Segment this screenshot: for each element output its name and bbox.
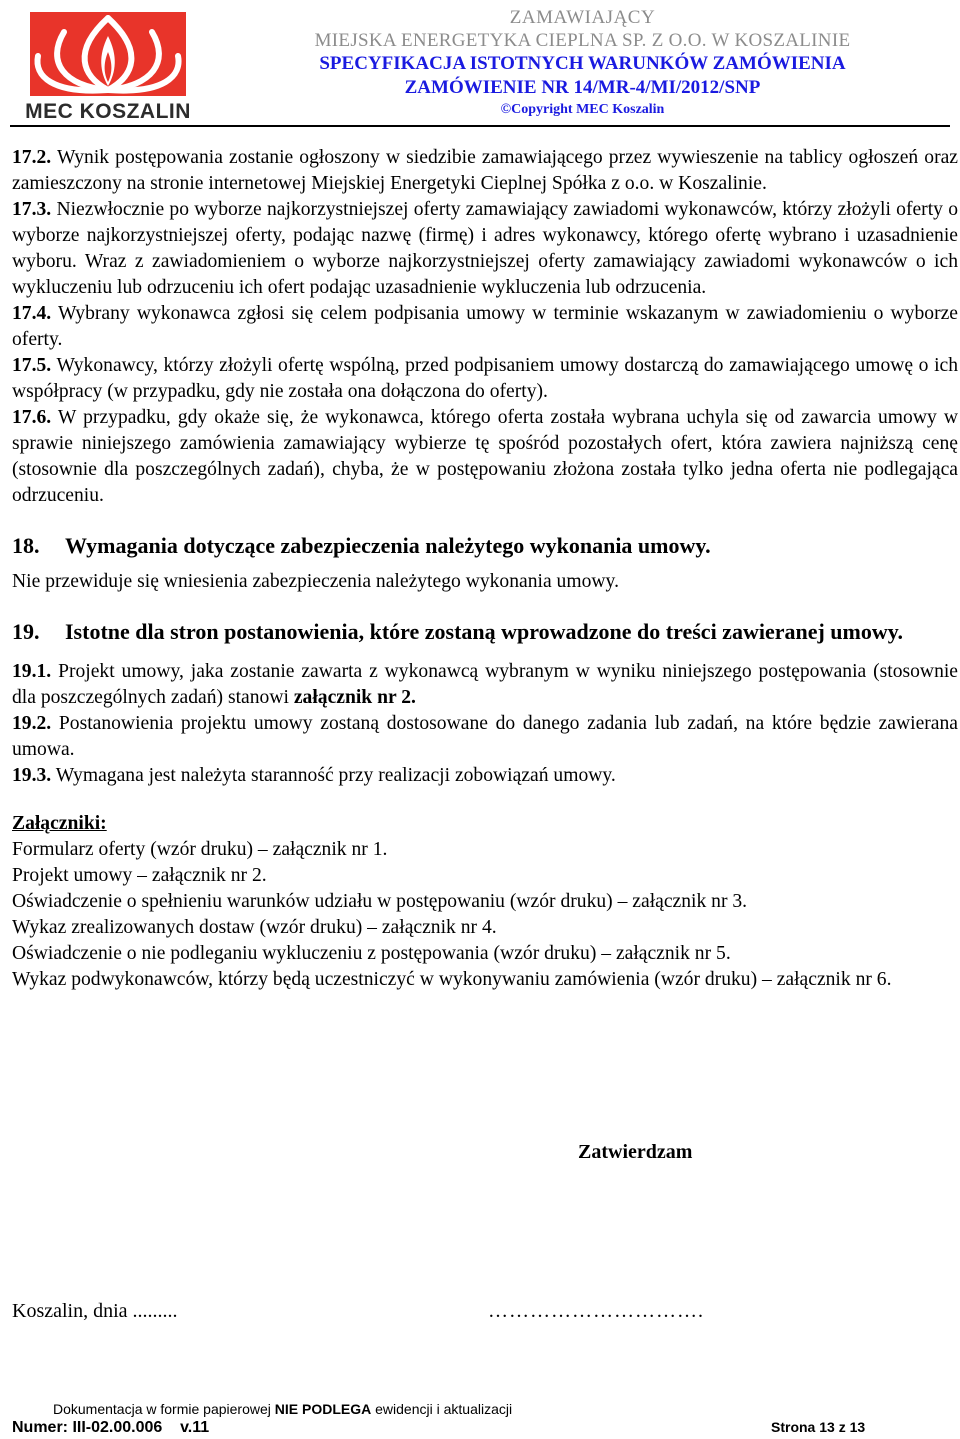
para-number: 17.3. <box>12 199 52 220</box>
section-heading: Wymagania dotyczące zabezpieczenia należytego wykonania umowy. <box>65 533 711 558</box>
attachments-list <box>12 837 902 993</box>
footer-note-c: ewidencji i aktualizacji <box>375 1401 513 1417</box>
flame-logo-icon <box>12 6 204 101</box>
paragraph-17-2 <box>12 145 958 197</box>
paragraph-17-6 <box>12 405 958 509</box>
header-line-1: ZAMAWIAJĄCY <box>509 7 656 28</box>
para-text: Niezwłocznie po wyborze najkorzystniejszej oferty zamawiający zawiadomi wykonawców, którzy złożyli oferty o wyborze najkorzystniejszej oferty, podając nazwę (firmę) i adres wykonawcy, którego ofertę wybrano i uzasadnienie wyboru. Wraz z zawiadomieniem o wyborze najkorzystniejszej oferty zamawiający zawiadomi wykonawców o ich wykluczeniu lub odrzuceniu ich ofert podając uzasadnienie wykluczenia lub odrzucenia. <box>12 199 958 298</box>
para-text: Wymagana jest należyta staranność przy realizacji zobowiązań umowy. <box>55 765 616 786</box>
para-bold: załącznik nr 2. <box>293 687 416 708</box>
attachment-item: Wykaz podwykonawców, którzy będą uczestniczyć w wykonywaniu zamówienia (wzór druku) – załącznik nr 6. <box>12 969 892 990</box>
mec-logo <box>12 6 204 124</box>
para-number: 17.6. <box>12 407 52 428</box>
section-18-text: Nie przewiduje się wniesienia zabezpieczenia należytego wykonania umowy. <box>12 571 619 592</box>
attachment-item: Wykaz zrealizowanych dostaw (wzór druku) – załącznik nr 4. <box>12 917 497 938</box>
paragraph-17-4 <box>12 301 958 353</box>
attachment-item: Oświadczenie o nie podleganiu wykluczeniu z postępowania (wzór druku) – załącznik nr 5. <box>12 943 731 964</box>
approval-label: Zatwierdzam <box>578 1141 693 1163</box>
attachment-item: Projekt umowy – załącznik nr 2. <box>12 865 267 886</box>
header-line-3: SPECYFIKACJA ISTOTNYCH WARUNKÓW ZAMÓWIENIA <box>319 53 846 74</box>
paragraph-17-3 <box>12 197 958 301</box>
section-19-title <box>12 617 958 647</box>
attachment-item: Oświadczenie o spełnieniu warunków udziału w postępowaniu (wzór druku) – załącznik nr 3. <box>12 891 748 912</box>
signature-dots: …………………………. <box>488 1300 704 1322</box>
city-date-line: Koszalin, dnia ......... <box>12 1300 178 1322</box>
paragraph-17-5 <box>12 353 958 405</box>
footer-number: Numer: III-02.00.006 v.11 <box>12 1419 210 1436</box>
logo-text: MEC KOSZALIN <box>25 100 191 123</box>
footer-note-a: Dokumentacja w formie papierowej <box>53 1401 271 1417</box>
para-number: 17.5. <box>12 355 52 376</box>
paragraph-19-3 <box>12 763 958 789</box>
section-number: 19. <box>12 619 40 644</box>
header-lines <box>215 6 950 120</box>
page-number: Strona 13 z 13 <box>771 1419 866 1435</box>
para-number: 19.3. <box>12 765 52 786</box>
para-number: 19.2. <box>12 713 52 734</box>
paragraph-19-1 <box>12 659 958 711</box>
para-number: 19.1. <box>12 661 52 682</box>
section-number: 18. <box>12 533 40 558</box>
page-header <box>0 0 960 128</box>
footer-note-b: NIE PODLEGA <box>274 1401 372 1417</box>
section-heading: Istotne dla stron postanowienia, które zostaną wprowadzone do treści zawieranej umowy. <box>65 619 904 644</box>
para-text: Projekt umowy, jaka zostanie zawarta z wykonawcą wybranym w wyniku niniejszego postępowania (stosownie dla poszczególnych zadań) stanowi <box>12 661 958 708</box>
para-text: Postanowienia projektu umowy zostaną dostosowane do danego zadania lub zadań, na które będzie zawierana umowa. <box>12 713 958 760</box>
para-number: 17.2. <box>12 147 52 168</box>
para-text: Wybrany wykonawca zgłosi się celem podpisania umowy w terminie wskazanym w zawiadomieniu o wyborze oferty. <box>12 303 958 350</box>
header-copyright: ©Copyright MEC Koszalin <box>500 102 665 117</box>
paragraph-19-2 <box>12 711 958 763</box>
document-body <box>12 145 958 993</box>
footer-note <box>53 1401 512 1417</box>
para-text: Wynik postępowania zostanie ogłoszony w siedzibie zamawiającego przez wywieszenie na tablicy ogłoszeń oraz zamieszczony na stronie internetowej Miejskiej Energetyki Cieplnej Spółka z o.o. w Koszalinie. <box>12 147 959 194</box>
attachments-heading: Załączniki: <box>12 813 107 834</box>
para-text: Wykonawcy, którzy złożyli ofertę wspólną, przed podpisaniem umowy dostarczą do zamawiającego umowę o ich współpracy (w przypadku, gdy nie została ona dołączona do oferty). <box>12 355 959 402</box>
header-rule <box>10 125 950 127</box>
header-line-4: ZAMÓWIENIE NR 14/MR-4/MI/2012/SNP <box>404 77 761 98</box>
para-number: 17.4. <box>12 303 52 324</box>
para-text: W przypadku, gdy okaże się, że wykonawca, którego oferta została wybrana uchyla się od zawarcia umowy w sprawie niniejszego zamówienia zamawiający wybierze tę spośród pozostałych ofert, która zawiera najniższą cenę (stosownie dla poszczególnych zadań), chyba, że w postępowaniu złożona została tylko jedna oferta nie podlegająca odrzuceniu. <box>12 407 959 506</box>
attachment-item: Formularz oferty (wzór druku) – załącznik nr 1. <box>12 839 388 860</box>
section-18-title <box>12 531 958 561</box>
header-line-2: MIEJSKA ENERGETYKA CIEPLNA SP. Z O.O. W KOSZALINIE <box>314 30 851 51</box>
